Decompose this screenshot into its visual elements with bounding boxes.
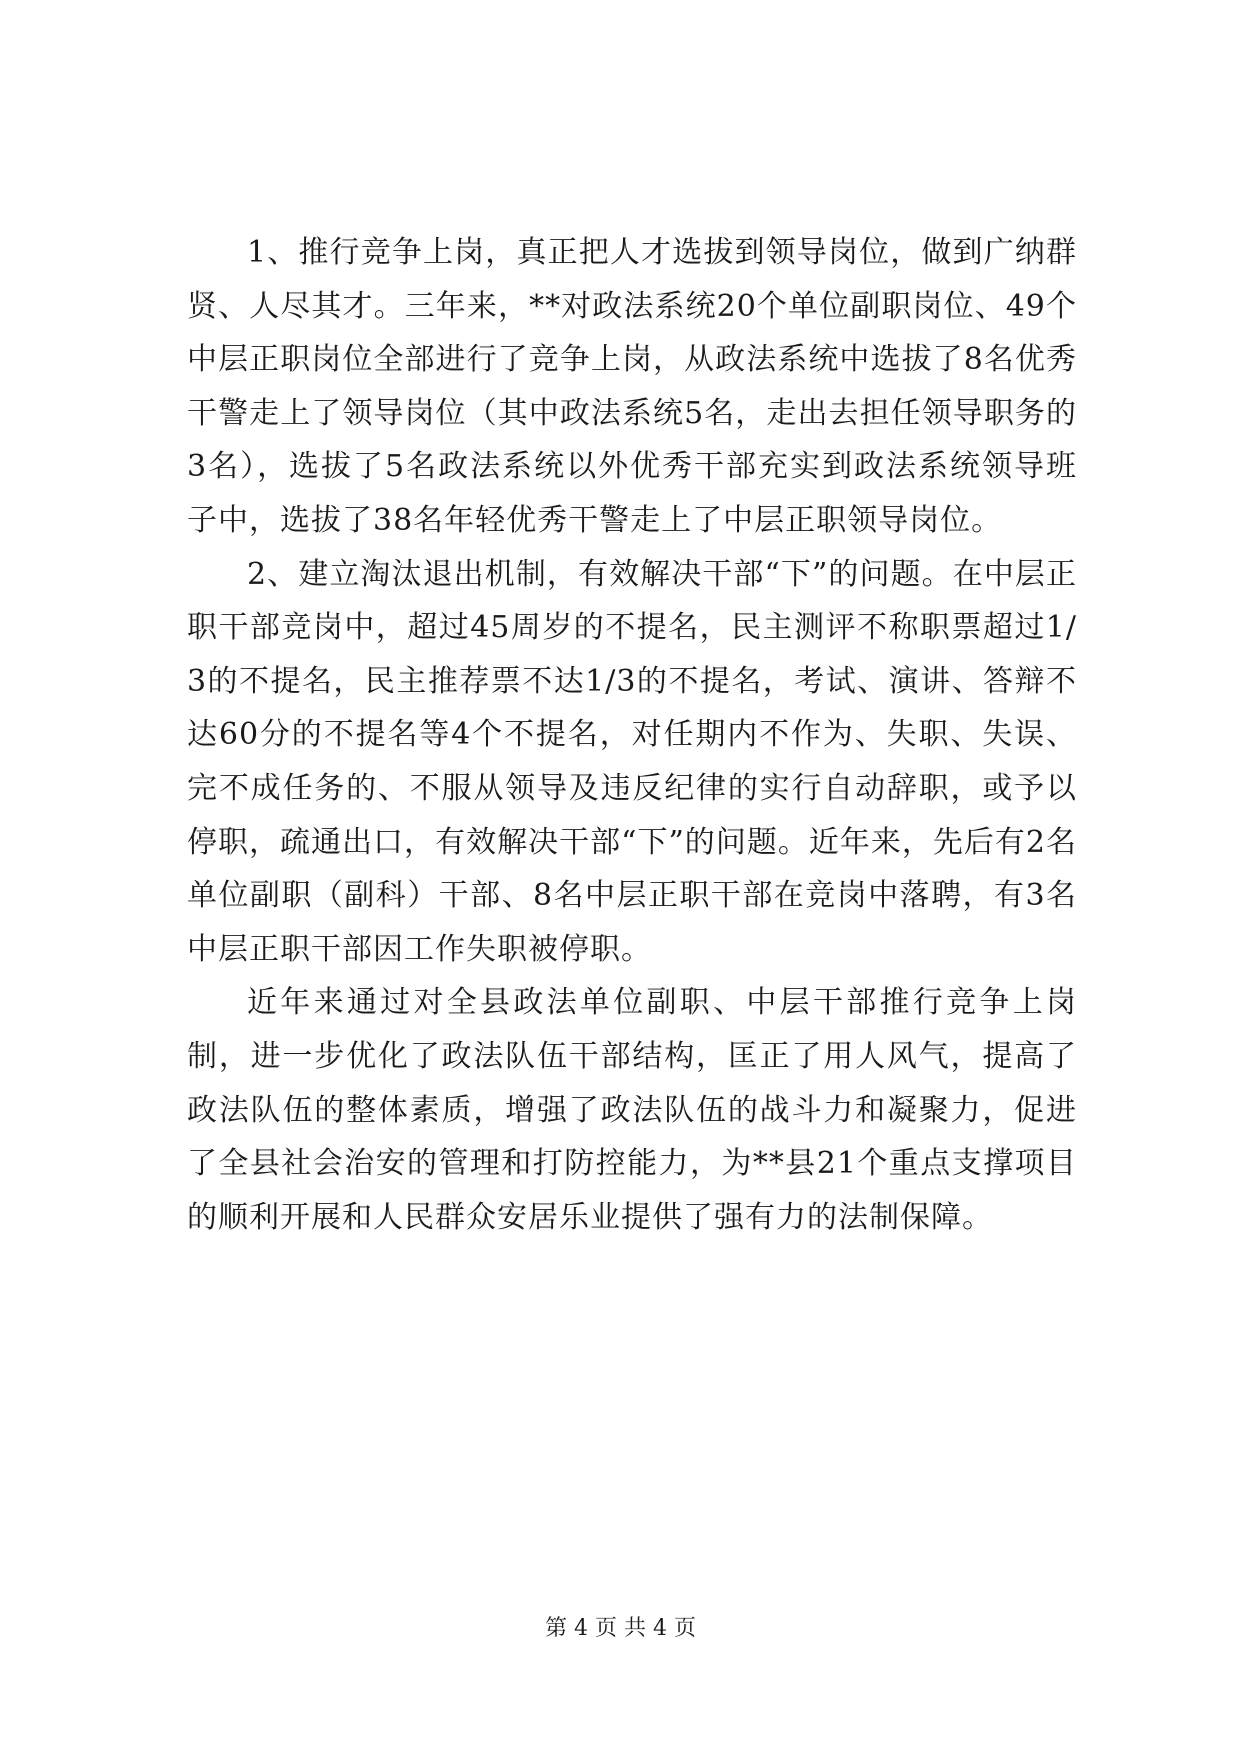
- document-body: [187, 226, 1077, 1244]
- paragraph-3: 近年来通过对全县政法单位副职、中层干部推行竞争上岗制，进一步优化了政法队伍干部结构，匡正了用人风气，提高了政法队伍的整体素质，增强了政法队伍的战斗力和凝聚力，促进了全县社会治安的管理和打防控能力，为**县21个重点支撑项目的顺利开展和人民群众安居乐业提供了强有力的法制保障。: [187, 985, 1077, 1235]
- paragraph-1: 1、推行竞争上岗，真正把人才选拔到领导岗位，做到广纳群贤、人尽其才。三年来，**对政法系统20个单位副职岗位、49个中层正职岗位全部进行了竞争上岗，从政法系统中选拔了8名优秀干警走上了领导岗位（其中政法系统5名，走出去担任领导职务的3名），选拔了5名政法系统以外优秀干部充实到政法系统领导班子中，选拔了38名年轻优秀干警走上了中层正职领导岗位。: [187, 235, 1077, 538]
- paragraph-2: 2、建立淘汰退出机制，有效解决干部“下”的问题。在中层正职干部竞岗中，超过45周岁的不提名，民主测评不称职票超过1/3的不提名，民主推荐票不达1/3的不提名，考试、演讲、答辩不达60分的不提名等4个不提名，对任期内不作为、失职、失误、完不成任务的、不服从领导及违反纪律的实行自动辞职，或予以停职，疏通出口，有效解决干部“下”的问题。近年来，先后有2名单位副职（副科）干部、8名中层正职干部在竞岗中落聘，有3名中层正职干部因工作失职被停职。: [187, 556, 1077, 967]
- page-number-footer: 第 4 页 共 4 页: [545, 1616, 696, 1641]
